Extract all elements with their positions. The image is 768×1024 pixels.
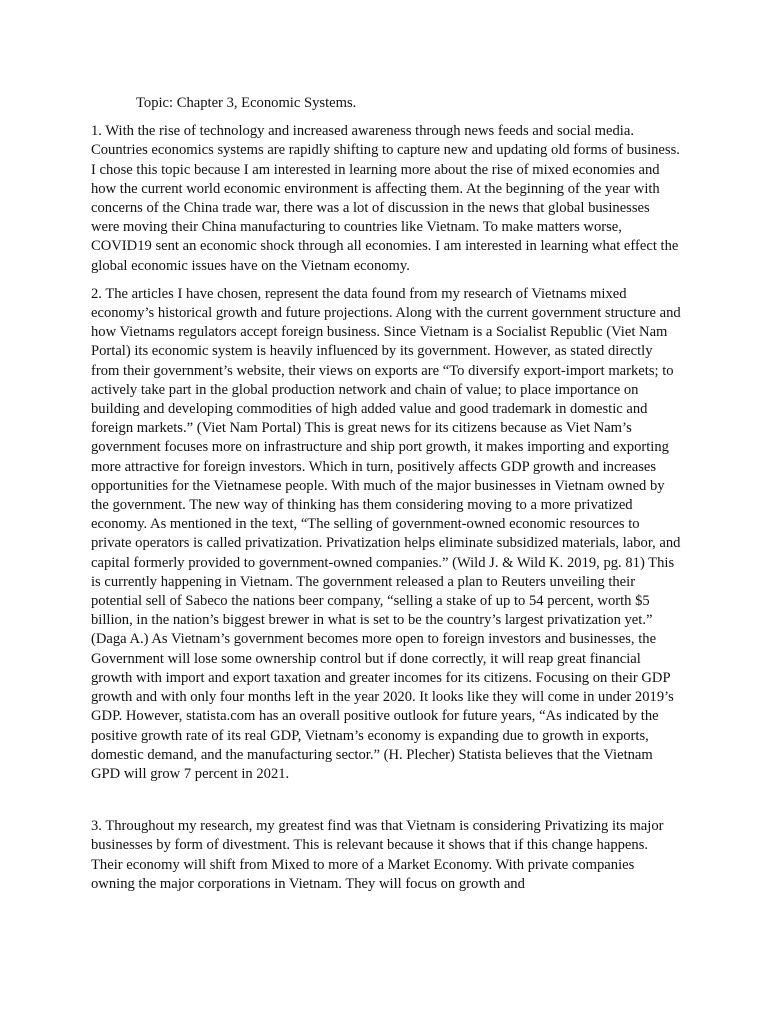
paragraph-2: 2. The articles I have chosen, represent the data found from my research of Vietnams mixed economy’s historical growth and future projections. Along with the current government structure and how Vietnams regulators accept foreign business. Since Vietnam is a Socialist Republic (Viet Nam Portal) its economic system is heavily influenced by its government. However, as stated directly from their government’s website, their views on exports are “To diversify export-import markets; to actively take part in the global production network and chain of value; to place importance on building and developing commodities of high added value and good trademark in domestic and foreign markets.” (Viet Nam Portal) This is great news for its citizens because as Viet Nam’s government focuses more on infrastructure and ship port growth, it makes importing and exporting more attractive for foreign investors. Which in turn, positively affects GDP growth and increases opportunities for the Vietnamese people. With much of the major businesses in Vietnam owned by the government. The new way of thinking has them considering moving to a more privatized economy. As mentioned in the text, “The selling of government-owned economic resources to private operators is called privatization. Privatization helps eliminate subsidized materials, labor, and capital formerly provided to government-owned companies.” (Wild J. & Wild K. 2019, pg. 81) This is currently happening in Vietnam. The government released a plan to Reuters unveiling their potential sell of Sabeco the nations beer company, “selling a stake of up to 54 percent, worth $5 billion, in the nation’s biggest brewer in what is set to be the country’s largest privatization yet.” (Daga A.) As Vietnam’s government becomes more open to foreign investors and businesses, the Government will lose some ownership control but if done correctly, it will reap great financial growth with import and export taxation and greater incomes for its citizens. Focusing on their GDP growth and with only four months left in the year 2020. It looks like they will come in under 2019’s GDP. However, statista.com has an overall positive outlook for future years, “As indicated by the positive growth rate of its real GDP, Vietnam’s economy is expanding due to growth in exports, domestic demand, and the manufacturing sector.” (H. Plecher) Statista believes that the Vietnam GPD will grow 7 percent in 2021.: [91, 285, 681, 782]
document-page: [91, 94, 681, 903]
paragraph-1: 1. With the rise of technology and increased awareness through news feeds and social media. Countries economics systems are rapidly shifting to capture new and updating old forms of business. I chose this topic because I am interested in learning more about the rise of mixed economies and how the current world economic environment is affecting them. At the beginning of the year with concerns of the China trade war, there was a lot of discussion in the news that global businesses were moving their China manufacturing to countries like Vietnam. To make matters worse, COVID19 sent an economic shock through all economies. I am interested in learning what effect the global economic issues have on the Vietnam economy.: [91, 123, 680, 274]
paragraph-3: 3. Throughout my research, my greatest find was that Vietnam is considering Privatizing its major businesses by form of divestment. This is relevant because it shows that if this change happens. Their economy will shift from Mixed to more of a Market Economy. With private companies owning the major corporations in Vietnam. They will focus on growth and: [91, 818, 664, 892]
document-topic: Topic: Chapter 3, Economic Systems.: [136, 95, 357, 111]
